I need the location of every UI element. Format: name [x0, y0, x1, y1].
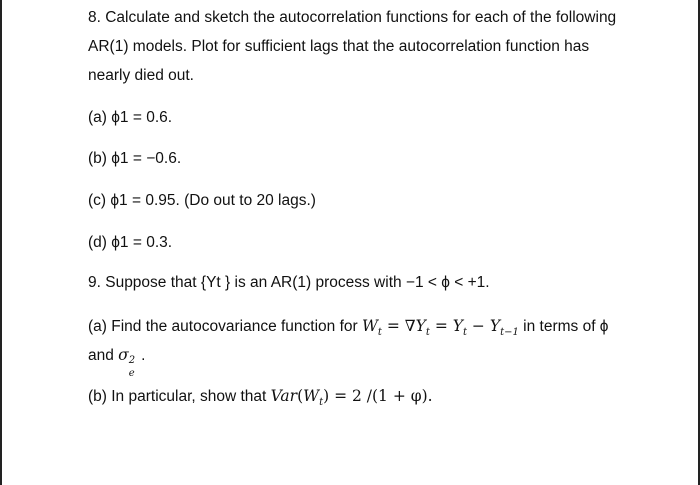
w-subscript: t — [377, 327, 382, 339]
q8-item-b: (b) ϕ1 = −0.6. — [88, 150, 182, 167]
q8-item-c: (c) ϕ1 = 0.95. (Do out to 20 lags.) — [88, 192, 316, 209]
q9-part-a2-prefix: and — [88, 347, 119, 364]
w-subscript-b: t — [319, 397, 324, 409]
q8-line-1: 8. Calculate and sketch the autocorrelation functions for each of the following — [88, 9, 617, 26]
q8-item-a: (a) ϕ1 = 0.6. — [88, 109, 173, 126]
q9-part-b-prefix: (b) In particular, show that — [88, 388, 271, 405]
q8-item-d: (d) ϕ1 = 0.3. — [88, 234, 173, 251]
sigma-superscript: 2 — [128, 355, 136, 366]
q8-line-2: AR(1) models. Plot for sufficient lags that the autocorrelation function has — [88, 38, 590, 55]
minus-sign: − — [467, 317, 490, 335]
var-expression: ) = 2 /(1 + φ). — [323, 387, 433, 405]
w-symbol: W — [361, 317, 378, 335]
q9-part-a-prefix: (a) Find the autocovariance function for — [88, 318, 362, 335]
open-paren: ( — [297, 387, 304, 405]
q9-part-a-line-2 — [88, 345, 146, 379]
w-symbol-b: W — [303, 387, 320, 405]
q9-part-a-line-1 — [88, 316, 609, 337]
y-subscript-3: t−1 — [500, 327, 519, 339]
sigma-symbol: σ — [118, 346, 129, 364]
equals-sign: = — [429, 317, 453, 335]
equals-nabla: = ∇ — [381, 317, 416, 335]
var-symbol: Var — [270, 387, 298, 405]
y-symbol: Y — [415, 317, 426, 335]
q9-part-b — [88, 386, 433, 407]
q9-intro: 9. Suppose that {Yt } is an AR(1) process with −1 < ϕ < +1. — [88, 274, 490, 291]
q8-line-3: nearly died out. — [88, 67, 194, 84]
y-symbol-3: Y — [489, 317, 501, 335]
y-subscript-2: t — [462, 327, 467, 339]
sigma-subscript: e — [128, 368, 135, 379]
y-subscript: t — [425, 327, 430, 339]
q9-part-a2-suffix: . — [136, 347, 146, 364]
y-symbol-2: Y — [452, 317, 463, 335]
q9-part-a-suffix: in terms of ϕ — [518, 318, 609, 335]
